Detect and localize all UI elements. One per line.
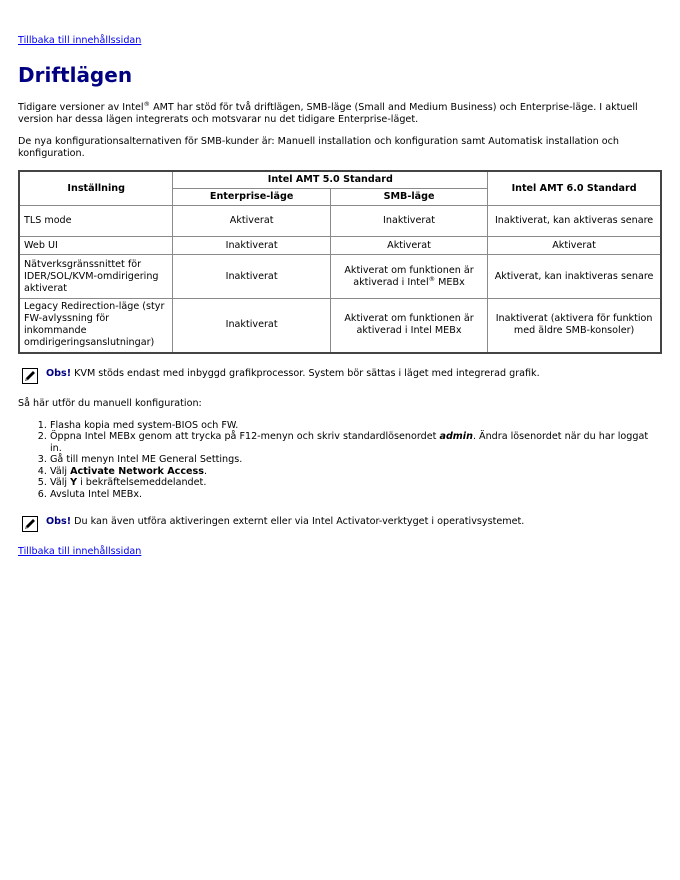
list-item: 3. Gå till menyn Intel ME General Settings.: [50, 454, 662, 466]
page-title: Driftlägen: [18, 63, 133, 87]
list-item: [50, 477, 662, 489]
pencil-note-icon: [22, 516, 38, 532]
back-to-contents-link-bottom[interactable]: Tillbaka till innehållssidan: [18, 546, 142, 557]
note-activation: [22, 516, 662, 532]
intro-paragraph-1: [18, 102, 662, 126]
header-setting: Inställning: [19, 171, 173, 206]
cell-enterprise: Inaktiverat: [173, 237, 330, 255]
cell-setting: TLS mode: [19, 206, 173, 237]
registered-mark: ®: [428, 274, 436, 283]
header-amt5: Intel AMT 5.0 Standard: [173, 171, 488, 189]
pencil-note-icon: [22, 368, 38, 384]
intro-text-a: Tidigare versioner av Intel: [18, 102, 144, 113]
cell-smb-text-a: Aktiverat om funktionen är aktiverad i Intel: [344, 264, 474, 288]
note-label: Obs!: [46, 516, 72, 527]
cell-setting: Legacy Redirection-läge (styr FW-avlyssning för inkommande omdirigeringsanslutningar): [19, 299, 173, 353]
step-text: Öppna Intel MEBx genom att trycka på F12-menyn och skriv standardlösenordet: [50, 431, 440, 442]
cell-enterprise: Inaktiverat: [173, 299, 330, 353]
howto-heading: Så här utför du manuell konfiguration:: [18, 397, 202, 409]
header-enterprise: Enterprise-läge: [173, 189, 330, 206]
note-body: KVM stöds endast med inbyggd grafikprocessor. System bör sättas i läget med integrerad grafik.: [74, 367, 540, 379]
step-text: .: [203, 465, 208, 477]
step-text: Välj: [50, 465, 71, 477]
step-text: i bekräftelsemeddelandet.: [77, 477, 207, 488]
cell-smb: Inaktiverat: [330, 206, 487, 237]
cell-amt6: Inaktiverat, kan aktiveras senare: [488, 206, 661, 237]
note-label: Obs!: [46, 367, 72, 379]
cell-smb-text-b: MEBx: [435, 276, 465, 288]
table-row: [19, 299, 661, 353]
step-text: . Ändra lösenordet när du har loggat in.: [50, 431, 649, 454]
cell-setting: Web UI: [19, 237, 173, 255]
list-item: [50, 431, 662, 454]
intro-text-b: AMT har stöd för två driftlägen, SMB-läge (Small and Medium Business) och Enterprise-läge. I aktuell version har dessa lägen integrerats och motsvarar nu det tidigare Enterprise-läget.: [18, 102, 638, 125]
list-item: 1. Flasha kopia med system-BIOS och FW.: [50, 420, 662, 432]
cell-smb: Aktiverat: [330, 237, 487, 255]
cell-enterprise: Aktiverat: [173, 206, 330, 237]
default-password: admin: [439, 431, 473, 442]
table-row: [19, 255, 661, 299]
modes-table: [18, 170, 662, 354]
step-text: Välj: [50, 477, 71, 488]
registered-mark: ®: [143, 100, 151, 108]
cell-smb: [330, 255, 487, 299]
note-kvm-text: [46, 368, 540, 379]
steps-list: [18, 420, 662, 501]
list-item: 6. Avsluta Intel MEBx.: [50, 489, 662, 501]
note-body: Du kan även utföra aktiveringen externt eller via Intel Activator-verktyget i operativsystemet.: [74, 516, 525, 527]
table-row: [19, 237, 661, 255]
header-smb: SMB-läge: [330, 189, 487, 206]
menu-option: Activate Network Access: [70, 465, 204, 477]
intro-paragraph-2: De nya konfigurationsalternativen för SMB-kunder är: Manuell installation och konfiguration samt Automatisk installation och konfiguration.: [18, 136, 620, 159]
back-to-contents-link-top[interactable]: Tillbaka till innehållssidan: [18, 35, 142, 46]
cell-setting: Nätverksgränssnittet för IDER/SOL/KVM-omdirigering aktiverat: [19, 255, 173, 299]
note-activation-text: [46, 516, 524, 527]
list-item: [50, 466, 662, 478]
table-row: [19, 206, 661, 237]
cell-enterprise: Inaktiverat: [173, 255, 330, 299]
cell-amt6: Aktiverat, kan inaktiveras senare: [488, 255, 661, 299]
cell-smb: Aktiverat om funktionen är aktiverad i Intel MEBx: [330, 299, 487, 353]
cell-amt6: Aktiverat: [488, 237, 661, 255]
header-amt6: Intel AMT 6.0 Standard: [488, 171, 661, 206]
confirm-key: Y: [70, 477, 78, 488]
cell-amt6: Inaktiverat (aktivera för funktion med äldre SMB-konsoler): [488, 299, 661, 353]
note-kvm: [22, 368, 662, 384]
